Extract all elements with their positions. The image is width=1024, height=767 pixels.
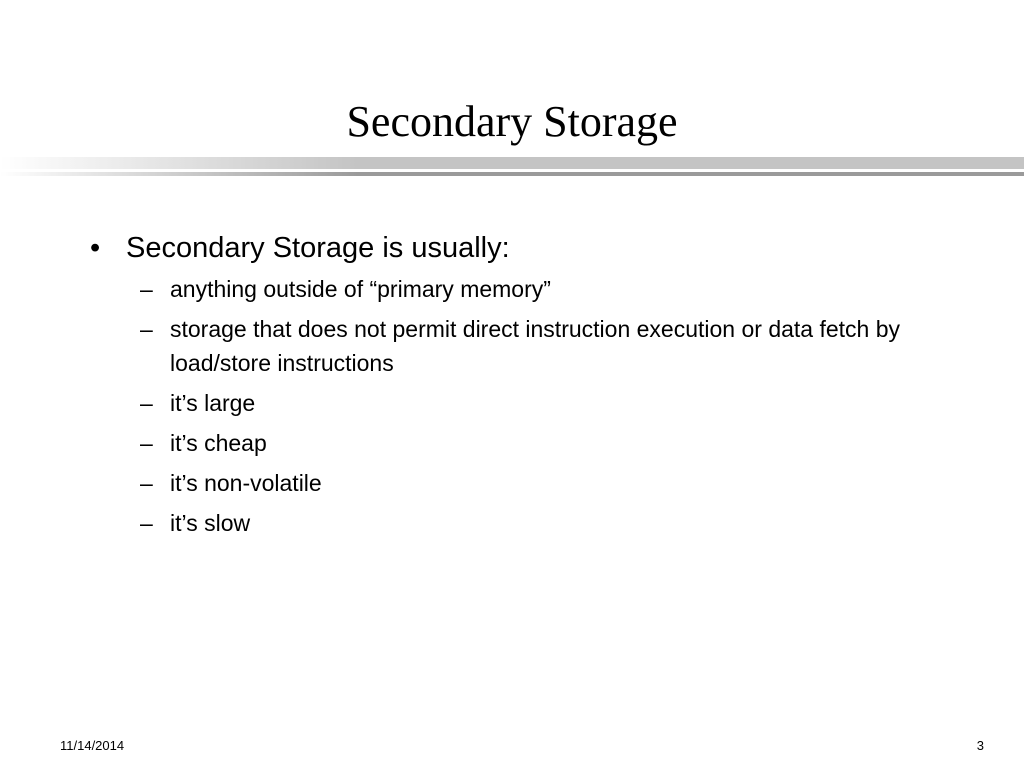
footer-date: 11/14/2014 bbox=[60, 738, 125, 753]
slide-title: Secondary Storage bbox=[346, 97, 678, 146]
sub-bullet-text: anything outside of “primary memory” bbox=[170, 276, 551, 302]
main-bullet bbox=[90, 224, 510, 272]
title-rule-thick bbox=[0, 157, 1024, 169]
dash-marker: – bbox=[140, 510, 153, 536]
sub-bullet-text: it’s cheap bbox=[170, 430, 267, 456]
dash-marker: – bbox=[140, 276, 153, 302]
sub-bullet-text: it’s large bbox=[170, 390, 256, 416]
sub-bullet-text: storage that does not permit direct instruction execution or data fetch by load/store instructions bbox=[170, 316, 901, 376]
sub-bullet-item bbox=[140, 506, 910, 540]
title-rule-thin bbox=[0, 172, 1024, 176]
footer-page-number: 3 bbox=[976, 738, 984, 753]
sub-bullet-text: it’s slow bbox=[170, 510, 251, 536]
sub-bullet-item bbox=[140, 426, 910, 460]
sub-bullet-text: it’s non-volatile bbox=[170, 470, 322, 496]
sub-bullet-item bbox=[140, 466, 910, 500]
dash-marker: – bbox=[140, 470, 153, 496]
dash-marker: – bbox=[140, 390, 153, 416]
sub-bullet-item bbox=[140, 272, 910, 306]
main-bullet-text: Secondary Storage is usually: bbox=[126, 232, 510, 264]
sub-bullet-item bbox=[140, 312, 910, 380]
bullet-marker: • bbox=[90, 232, 101, 264]
dash-marker: – bbox=[140, 430, 153, 456]
sub-bullet-item bbox=[140, 386, 910, 420]
dash-marker: – bbox=[140, 316, 153, 342]
sub-bullet-list bbox=[140, 272, 910, 546]
